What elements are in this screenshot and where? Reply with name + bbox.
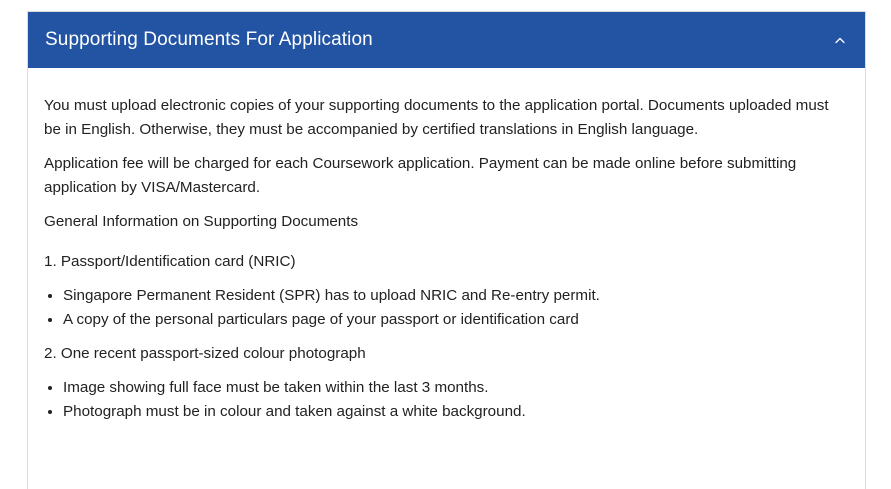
chevron-up-icon[interactable]: [833, 33, 847, 47]
general-info-heading: General Information on Supporting Documents: [44, 213, 359, 230]
list-item: • Image showing full face must be taken within the last 3 months.: [63, 376, 849, 400]
accordion-title: Supporting Documents For Application: [45, 29, 373, 50]
list-item: • A copy of the personal particulars page of your passport or identification card: [63, 308, 849, 332]
passport-requirements-list: [44, 284, 849, 332]
supporting-documents-accordion: [27, 11, 866, 489]
section-heading-photograph: 2. One recent passport-sized colour photograph: [44, 345, 366, 362]
photograph-requirements-list: [44, 376, 849, 424]
accordion-body: [28, 68, 865, 424]
list-item: • Photograph must be in colour and taken against a white background.: [63, 400, 849, 424]
accordion-header[interactable]: [28, 12, 865, 68]
fee-paragraph: Application fee will be charged for each Coursework application. Payment can be made online before submitting application by VISA/Mastercard.: [44, 155, 797, 196]
section-heading-passport: 1. Passport/Identification card (NRIC): [44, 253, 296, 270]
list-item: • Singapore Permanent Resident (SPR) has to upload NRIC and Re-entry permit.: [63, 284, 849, 308]
intro-paragraph: You must upload electronic copies of your supporting documents to the application portal. Documents uploaded must be in English. Otherwise, they must be accompanied by certified translations in English language.: [44, 97, 829, 138]
